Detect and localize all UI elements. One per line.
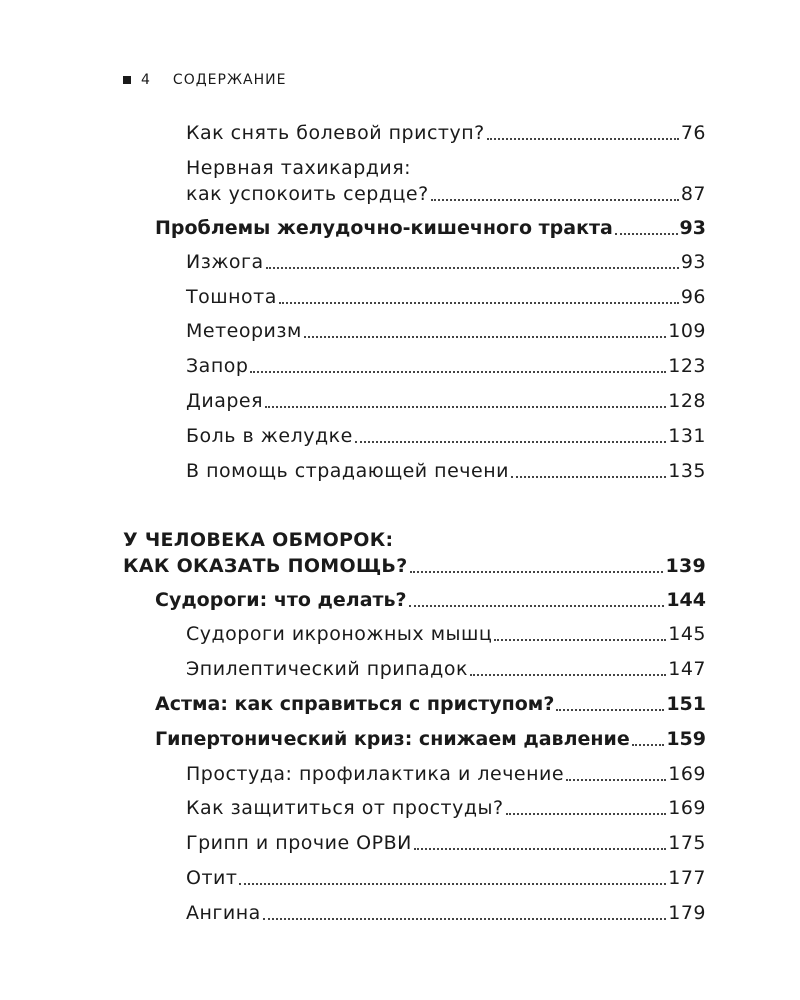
toc-entry-title: Ангина [186,902,261,924]
header-page-number: 4 [141,72,151,88]
toc-entry-title: Проблемы желудочно-кишечного тракта [155,217,613,239]
toc-entry-title: Простуда: профилактика и лечение [186,763,565,785]
toc-entry-title: Судороги икроножных мышц [186,623,493,645]
toc-leader-dots [414,848,666,850]
toc-entry-page: 169 [668,763,706,785]
toc-leader-dots [431,199,679,201]
toc-entry-title: Гипертонический криз: снижаем давление [155,728,630,750]
toc-entry [186,795,706,821]
toc-entry-title: Астма: как справиться с приступом? [155,693,555,715]
toc-entry-title: Эпилептический припадок [186,658,468,680]
toc-entry [186,621,706,647]
toc-entry-page: 131 [668,425,706,447]
toc-entry-title: Отит [186,867,238,889]
toc-leader-dots [266,267,679,269]
toc-entry-title-line2: КАК ОКАЗАТЬ ПОМОЩЬ? [123,555,408,577]
toc-entry-page: 179 [668,902,706,924]
toc-leader-dots [494,639,666,641]
toc-entry-page: 139 [665,555,706,577]
toc-entry [155,587,706,613]
toc-leader-dots [263,918,666,920]
toc-entry-title: Как защититься от простуды? [186,797,504,819]
toc-entry-title-line1: У ЧЕЛОВЕКА ОБМОРОК: [123,529,394,551]
toc-leader-dots [566,779,666,781]
toc-entry [186,423,706,449]
toc-entry-title-line1: Нервная тахикардия: [186,157,412,179]
header-section-title: СОДЕРЖАНИЕ [172,72,287,88]
toc-entry-page: 151 [666,693,706,715]
toc-entry [186,656,706,682]
toc-entry-title: В помощь страдающей печени [186,460,509,482]
toc-leader-dots [265,406,666,408]
toc-leader-dots [511,476,666,478]
toc-entry-page: 93 [680,251,706,273]
toc-leader-dots [239,883,666,885]
toc-entry-page: 87 [680,183,706,205]
toc-leader-dots [279,302,679,304]
toc-entry-page: 109 [668,320,706,342]
toc-entry [186,284,706,310]
toc-entry-title: Как снять болевой приступ? [186,122,485,144]
toc-entry-page: 144 [666,589,706,611]
toc-entry [186,120,706,146]
toc-leader-dots [556,709,664,711]
toc-entry-page: 145 [668,623,706,645]
toc-leader-dots [632,744,665,746]
toc-leader-dots [470,674,666,676]
toc-entry-title: Тошнота [186,286,277,308]
toc-entry-title [186,155,429,207]
header-square-icon [123,76,131,84]
toc-entry-title: Диарея [186,390,264,412]
toc-entry [186,458,706,484]
toc-chapter-entry [123,527,706,579]
toc-leader-dots [304,336,666,338]
toc-entry-title: Запор [186,355,249,377]
toc-entry [155,215,706,241]
toc-leader-dots [506,813,667,815]
toc-entry-title [123,527,408,579]
toc-leader-dots [615,233,678,235]
toc-entry-title: Боль в желудке [186,425,353,447]
toc-entry [186,388,706,414]
toc-entry-page: 177 [668,867,706,889]
toc-leader-dots [355,441,666,443]
toc-entry-title: Судороги: что делать? [155,589,407,611]
toc-entry-title: Грипп и прочие ОРВИ [186,832,412,854]
toc-entry [186,830,706,856]
toc-entry [186,249,706,275]
toc-entry-page: 175 [668,832,706,854]
toc-entry [186,865,706,891]
toc-entry [155,726,706,752]
toc-entry [186,900,706,926]
toc-entry-page: 169 [668,797,706,819]
toc-entry [155,691,706,717]
toc-entry-page: 76 [680,122,706,144]
toc-entry [186,353,706,379]
running-header [123,72,286,88]
toc-entry-page: 147 [668,658,706,680]
toc-entry [186,761,706,787]
toc-entry-title-line2: как успокоить сердце? [186,183,429,205]
toc-entry-page: 123 [668,355,706,377]
toc-entry-title: Изжога [186,251,264,273]
toc-leader-dots [487,138,679,140]
toc-entry-page: 96 [680,286,706,308]
toc-entry-page: 135 [668,460,706,482]
toc-leader-dots [409,605,665,607]
toc-leader-dots [250,371,666,373]
toc-leader-dots [410,571,664,573]
toc-entry-page: 159 [666,728,706,750]
toc-entry-page: 128 [668,390,706,412]
toc-entry-title: Метеоризм [186,320,302,342]
toc-entry [186,155,706,207]
toc-entry [186,318,706,344]
toc-entry-page: 93 [679,217,706,239]
